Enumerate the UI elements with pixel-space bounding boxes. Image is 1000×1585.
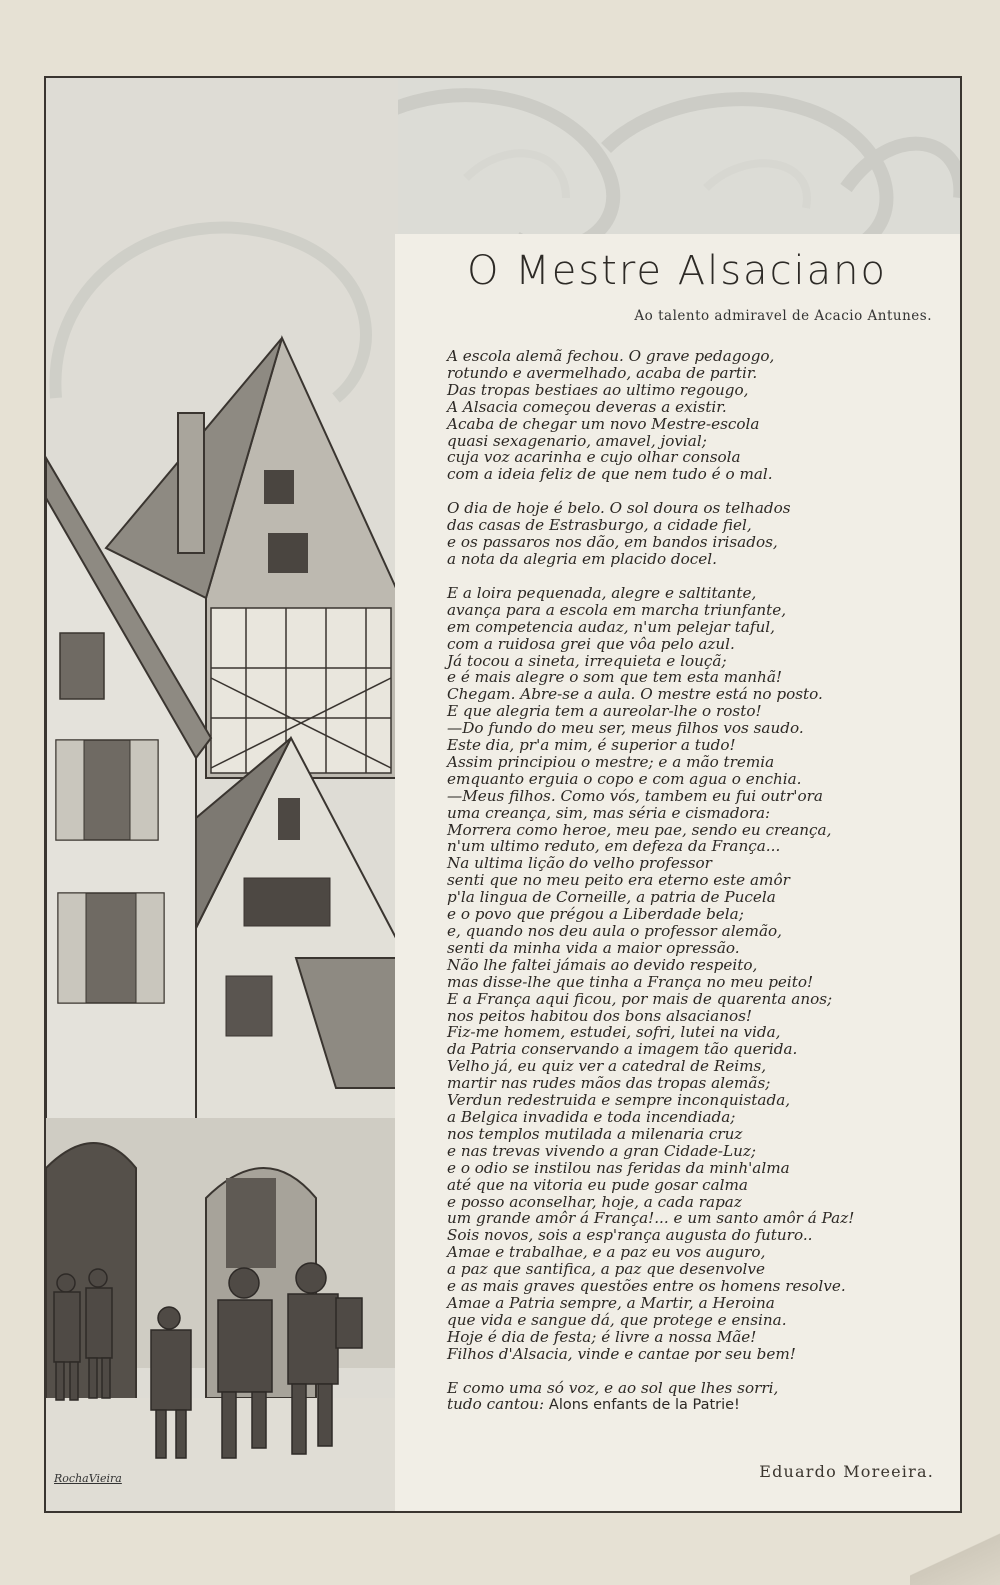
- poem-line: Verdun redestruida e sempre inconquistada,: [447, 1091, 791, 1110]
- stanza: [447, 348, 947, 483]
- poem-line: que vida e sangue dá, que protege e ensina.: [447, 1310, 787, 1329]
- poem-line: em competencia audaz, n'um pelejar taful,: [447, 617, 775, 636]
- poem-line: Acaba de chegar um novo Mestre-escola: [447, 414, 760, 433]
- poem-line: e nas trevas vivendo a gran Cidade-Luz;: [447, 1141, 756, 1160]
- poem-line: A escola alemã fechou. O grave pedagogo,: [447, 347, 775, 365]
- poem-line: até que na vitoria eu pude gosar calma: [447, 1175, 748, 1194]
- stanza: [447, 585, 947, 1363]
- poem-line: —Do fundo do meu ser, meus filhos vos saudo.: [447, 719, 804, 738]
- poem-line: Não lhe faltei jámais ao devido respeito,: [447, 955, 758, 974]
- poem-line: a Belgica invadida e toda incendiada;: [447, 1107, 736, 1126]
- poem-line: a paz que santifica, a paz que desenvolve: [447, 1260, 765, 1279]
- poem-line: n'um ultimo reduto, em defeza da França...: [447, 837, 781, 856]
- poem-line: Chegam. Abre-se a aula. O mestre está no posto.: [447, 685, 823, 704]
- poem-line: mas disse-lhe que tinha a França no meu peito!: [447, 972, 814, 991]
- poem-line: da Patria conservando a imagem tão querida.: [447, 1040, 798, 1059]
- poem-line: a nota da alegria em placido docel.: [447, 549, 717, 568]
- page-corner: [910, 1525, 1000, 1585]
- poem-line: nos templos mutilada a milenaria cruz: [447, 1124, 743, 1143]
- poem-line: E como uma só voz, e ao sol que lhes sorri,: [447, 1378, 779, 1397]
- poem-line: A Alsacia começou deveras a existir.: [447, 397, 727, 416]
- poem-line: senti que no meu peito era eterno este amôr: [447, 871, 790, 890]
- poem-body: [447, 348, 947, 1414]
- poem-line: Sois novos, sois a esp'rança augusta do futuro..: [447, 1226, 813, 1245]
- poem-line: com a ideia feliz de que nem tudo é o mal.: [447, 465, 773, 484]
- song-title: Alons enfants de la Patrie!: [548, 1397, 740, 1414]
- poem-line: Filhos d'Alsacia, vinde e cantae por seu bem!: [447, 1344, 796, 1363]
- author-signature: Eduardo Moreeira.: [759, 1462, 934, 1481]
- poem-line: um grande amôr á França!... e um santo amôr á Paz!: [447, 1209, 855, 1228]
- poem-line: E que alegria tem a aureolar-lhe o rosto!: [447, 702, 762, 721]
- poem-line: Velho já, eu quiz ver a catedral de Reims,: [447, 1057, 767, 1076]
- poem-line: das casas de Estrasburgo, a cidade fiel,: [447, 516, 752, 535]
- poem-line: quasi sexagenario, amavel, jovial;: [447, 431, 707, 450]
- street-illustration: [46, 78, 398, 1511]
- poem-line: e as mais graves questões entre os homens resolve.: [447, 1277, 846, 1296]
- poem-line: Na ultima lição do velho professor: [447, 854, 712, 873]
- poem-line: Hoje é dia de festa; é livre a nossa Mãe!: [447, 1327, 757, 1346]
- poem-line: senti da minha vida a maior opressão.: [447, 938, 740, 957]
- poem-line: emquanto erguia o copo e com agua o enchia.: [447, 769, 802, 788]
- poem-line: cuja voz acarinha e cujo olhar consola: [447, 448, 741, 467]
- page-frame: [44, 76, 962, 1513]
- poem-line: Já tocou a sineta, irrequieta e louçã;: [447, 651, 727, 670]
- poem-line: martir nas rudes mãos das tropas alemãs;: [447, 1074, 771, 1093]
- stanza: [447, 500, 947, 568]
- artist-signature: RochaVieira: [54, 1472, 122, 1485]
- closing-prefix: tudo cantou:: [447, 1395, 545, 1414]
- poem-line: nos peitos habitou dos bons alsacianos!: [447, 1006, 753, 1025]
- page-title: O Mestre Alsaciano: [467, 248, 888, 294]
- poem-line: E a loira pequenada, alegre e saltitante,: [447, 583, 757, 602]
- poem-line: avança para a escola em marcha triunfante,: [447, 600, 787, 619]
- poem-line: [447, 1396, 947, 1414]
- poem-line: —Meus filhos. Como vós, tambem eu fui outr'ora: [447, 786, 823, 805]
- closing-stanza: [447, 1380, 947, 1415]
- poem-line: Este dia, pr'a mim, é superior a tudo!: [447, 736, 736, 755]
- poem-line: e é mais alegre o som que tem esta manhã!: [447, 668, 782, 687]
- poem-line: e o odio se instilou nas feridas da minh'alma: [447, 1158, 790, 1177]
- poem-line: Amae a Patria sempre, a Martir, a Heroina: [447, 1293, 775, 1312]
- poem-line: O dia de hoje é belo. O sol doura os telhados: [447, 499, 791, 518]
- poem-line: Amae e trabalhae, e a paz eu vos auguro,: [447, 1243, 766, 1262]
- poem-line: rotundo e avermelhado, acaba de partir.: [447, 363, 758, 382]
- poem-panel: [395, 234, 960, 1511]
- poem-line: uma creança, sim, mas séria e cismadora:: [447, 803, 771, 822]
- poem-line: Fiz-me homem, estudei, sofri, lutei na vida,: [447, 1023, 781, 1042]
- poem-line: E a França aqui ficou, por mais de quarenta anos;: [447, 989, 833, 1008]
- poem-line: e, quando nos deu aula o professor alemão,: [447, 922, 782, 940]
- poem-line: e o povo que prégou a Liberdade bela;: [447, 905, 744, 924]
- poem-line: e posso aconselhar, hoje, a cada rapaz: [447, 1192, 742, 1211]
- poem-line: e os passaros nos dão, em bandos irisados,: [447, 533, 778, 552]
- poem-line: Morrera como heroe, meu pae, sendo eu creança,: [447, 820, 832, 839]
- poem-line: p'la lingua de Corneille, a patria de Pucela: [447, 888, 776, 907]
- dedication: Ao talento admiravel de Acacio Antunes.: [634, 308, 932, 324]
- poem-line: com a ruidosa grei que vôa pelo azul.: [447, 634, 735, 653]
- poem-line: Das tropas bestiaes ao ultimo regougo,: [447, 380, 749, 399]
- poem-line: Assim principiou o mestre; e a mão tremia: [447, 752, 775, 771]
